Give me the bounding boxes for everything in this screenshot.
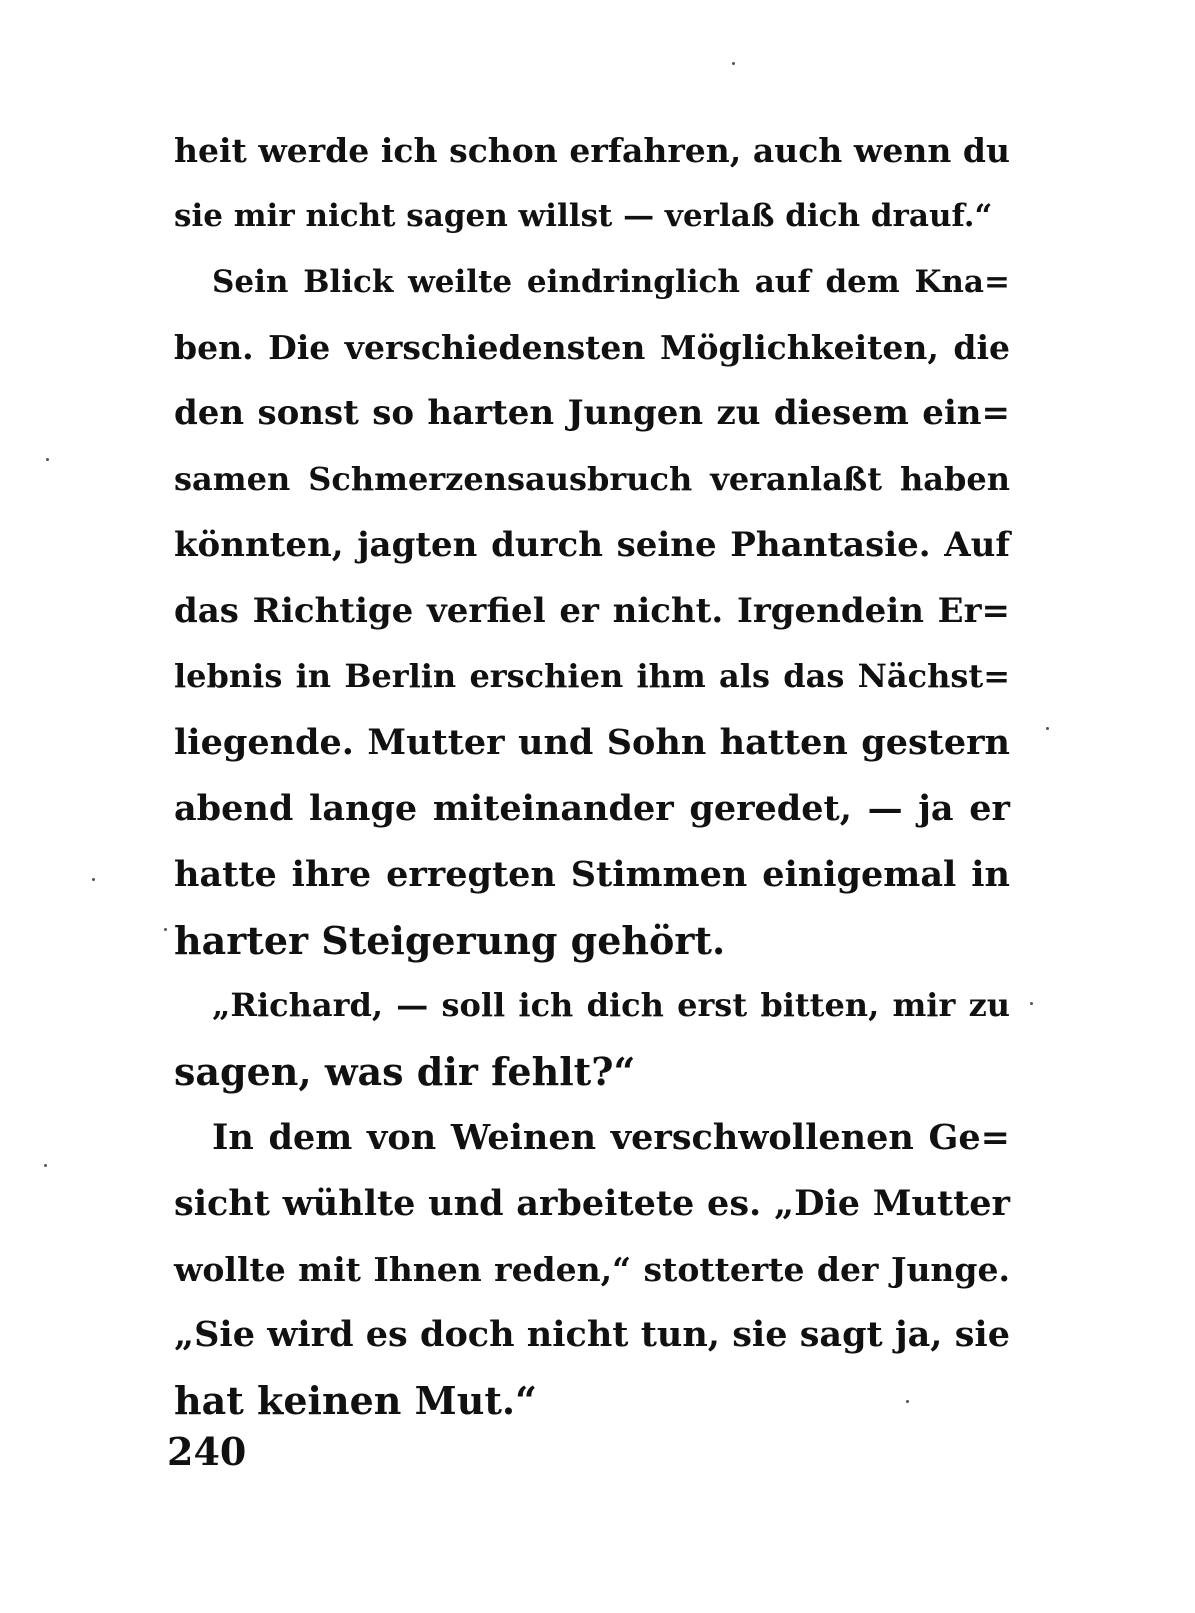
scan-speck [164, 928, 167, 931]
text-line: liegende. Mutter und Sohn hatten gestern [174, 722, 1010, 764]
text-line: abend lange miteinander geredet, — ja er [174, 787, 1010, 829]
text-line: Sein Blick weilte eindringlich auf dem Kna= [212, 263, 1010, 300]
text-line: ben. Die verschiedensten Möglichkeiten, die [174, 328, 1010, 368]
scan-speck [92, 878, 95, 881]
text-line: lebnis in Berlin erschien ihm als das Nächst= [174, 657, 1010, 696]
scan-speck [46, 458, 49, 461]
text-line: In dem von Weinen verschwollenen Ge= [212, 1116, 1010, 1158]
text-line: hat keinen Mut.“ [174, 1378, 537, 1424]
scan-speck [1046, 727, 1049, 730]
text-line: hatte ihre erregten Stimmen einigemal in [174, 853, 1010, 895]
text-line: sagen, was dir fehlt?“ [174, 1049, 636, 1095]
scan-speck [44, 1164, 47, 1167]
text-line: sicht wühlte und arbeitete es. „Die Mutter [174, 1182, 1010, 1224]
text-line: den sonst so harten Jungen zu diesem ein= [174, 393, 1010, 434]
text-line: könnten, jagten durch seine Phantasie. Auf [174, 524, 1010, 565]
scan-speck [1030, 1002, 1033, 1005]
text-line: harter Steigerung gehört. [174, 917, 726, 963]
scan-speck [906, 1400, 909, 1403]
text-line: samen Schmerzensausbruch veranlaßt haben [174, 459, 1010, 498]
body-text [174, 118, 1010, 1434]
text-line: „Richard, — soll ich dich erst bitten, mir zu [212, 986, 1010, 1025]
page-number: 240 [167, 1429, 247, 1474]
text-line: heit werde ich schon erfahren, auch wenn du [174, 131, 1010, 170]
text-line: das Richtige verfiel er nicht. Irgendein Er= [174, 590, 1010, 631]
scan-speck [732, 62, 735, 65]
text-line: sie mir nicht sagen willst — verlaß dich drauf.“ [174, 197, 993, 234]
text-line: „Sie wird es doch nicht tun, sie sagt ja, sie [174, 1314, 1010, 1356]
text-line: wollte mit Ihnen reden,“ stotterte der Junge. [174, 1249, 1010, 1289]
